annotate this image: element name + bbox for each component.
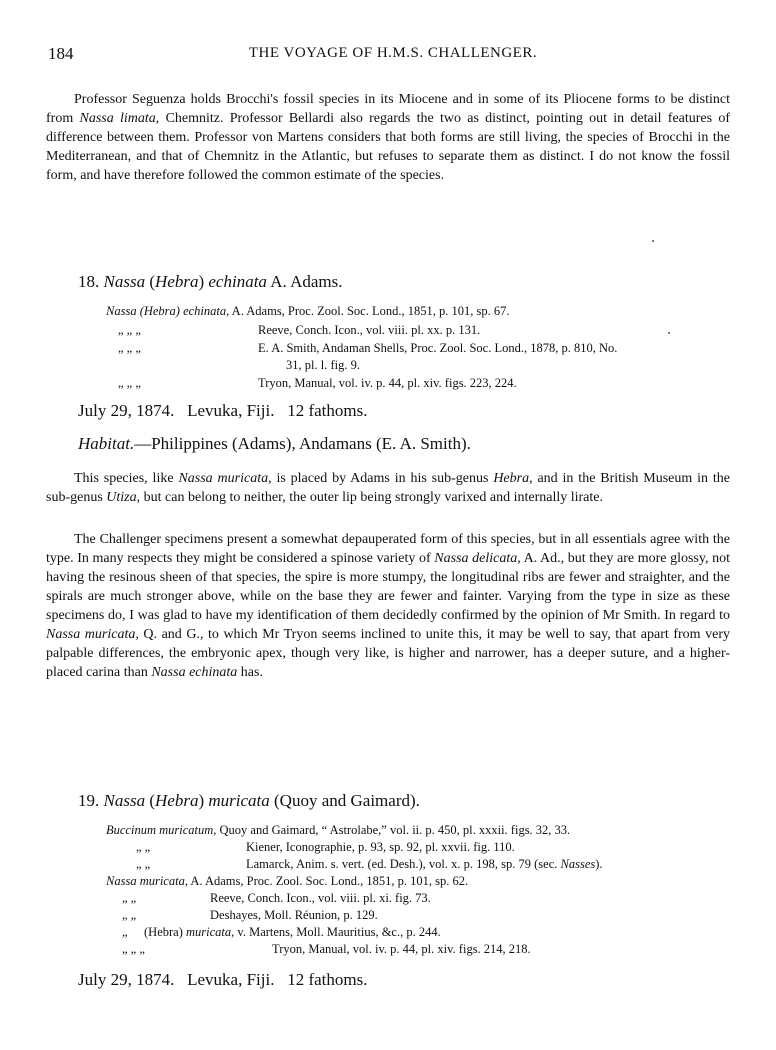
species-name: echinata: [208, 272, 267, 291]
text: The Challenger specimens present a somewhat depauperated form of this species, but in all essentials agree with the type. In many respects they might be considered a spinose variety of: [46, 532, 730, 566]
reference-line: [106, 303, 509, 320]
page-header: [48, 44, 738, 68]
station-record: July 29, 1874. Levuka, Fiji. 12 fathoms.: [78, 401, 368, 420]
intro-text-2: , Chemnitz. Professor Bellardi also regards the two as distinct, pointing out in detail features of difference between them. Professor von Martens considers that both forms are still living, the species of Brocchi in the Mediterranean, and that of Chemnitz in the Atlantic, but refuses to separate them as distinct. I do not know the fossil form, and have therefore followed the common estimate of the species.: [46, 111, 731, 183]
italic-taxon: Nassa delicata: [434, 551, 518, 566]
species-number: 19.: [78, 791, 100, 810]
ref-text: Tryon, Manual, vol. iv. p. 44, pl. xiv. figs. 223, 224.: [258, 376, 517, 390]
reference-line: [118, 375, 517, 392]
ref-text: , Quoy and Gaimard, “ Astrolabe,” vol. ii. p. 450, pl. xxxii. figs. 32, 33.: [213, 823, 571, 837]
italic-taxon: Nassa echinata: [151, 665, 238, 680]
ref-italic: muricata: [186, 925, 232, 939]
species-19-heading: 19. Nassa (Hebra) muricata (Quoy and Gaimard).: [78, 791, 420, 810]
ref-text: Kiener, Iconographie, p. 93, sp. 92, pl. xxvii. fig. 110.: [246, 840, 515, 854]
reference-line: [122, 941, 531, 958]
reference-line: [136, 856, 603, 873]
text: , and in the British Museum in the sub-genus: [46, 471, 730, 505]
running-title: THE VOYAGE OF H.M.S. CHALLENGER.: [248, 45, 538, 61]
ditto-marks: „ „: [136, 840, 151, 854]
ditto-marks: „ „: [136, 857, 151, 871]
ref-text: Deshayes, Moll. Réunion, p. 129.: [210, 908, 378, 922]
ref-text: E. A. Smith, Andaman Shells, Proc. Zool. Soc. Lond., 1878, p. 810, No.: [258, 341, 618, 355]
ref-text: , v. Martens, Moll. Mauritius, &c., p. 244.: [231, 925, 441, 939]
text: , A. Ad., but they are more glossy, not having the resinous sheen of that species, the spire is more stumpy, the longitudinal ribs are fewer and straighter, and the spirals are much stronger above, while on the base they are fewer and fainter. Varying from the type in size as these specimens do, I was glad to have my identification of them decidedly confirmed by the opinion of Mr Smith. In regard to: [46, 551, 730, 623]
text: , Q. and G., to which Mr Tryon seems inclined to unite this, it may be well to say, that apart from very palpable differences, the embryonic apex, though very like, is higher and narrower, has a deeper suture, and a higher-placed carina than: [46, 627, 730, 680]
species-number: 18.: [78, 272, 100, 291]
species-name: muricata: [208, 791, 270, 810]
page-number: 184: [48, 44, 74, 63]
text: , but can belong to neither, the outer lip being strongly varixed and internally lirate.: [136, 490, 603, 505]
species-18-paragraph-2: [46, 530, 730, 682]
habitat-line: [78, 434, 471, 454]
ref-taxon: Nassa muricata: [106, 874, 185, 888]
reference-line: [122, 907, 378, 924]
ref-text: , A. Adams, Proc. Zool. Soc. Lond., 1851, p. 101, sp. 67.: [226, 304, 510, 318]
ditto-marks: „ „ „: [118, 341, 141, 355]
ref-text: Reeve, Conch. Icon., vol. viii. pl. xi. fig. 73.: [210, 891, 431, 905]
reference-line: [136, 839, 515, 856]
subgenus-name: Hebra: [155, 272, 199, 291]
ref-text: ).: [595, 857, 603, 871]
ref-taxon: Buccinum muricatum: [106, 823, 214, 837]
ditto-marks: „ „ „: [118, 376, 141, 390]
genus-name: Nassa: [103, 791, 146, 810]
intro-italic: Nassa limata: [79, 111, 156, 126]
habitat-label: Habitat.: [78, 434, 135, 453]
intro-text-1: Professor Seguenza holds Brocchi's fossil species in its Miocene and in some of its Pliocene forms to be distinct from: [46, 92, 730, 126]
italic-taxon: Hebra: [493, 471, 530, 486]
species-18-paragraph-1: [46, 469, 730, 507]
print-speck: [668, 332, 670, 334]
text: , is placed by Adams in his sub-genus: [268, 471, 489, 486]
ditto-marks: „ „ „: [122, 942, 145, 956]
subgenus-name: Hebra: [155, 791, 199, 810]
genus-name: Nassa: [103, 272, 146, 291]
intro-paragraph: [46, 90, 730, 185]
italic-taxon: Nassa muricata: [46, 627, 136, 642]
reference-line: [122, 924, 441, 941]
reference-line: [122, 890, 431, 907]
ref-taxon: Nassa (Hebra) echinata: [106, 304, 227, 318]
text: This species, like: [74, 471, 174, 486]
reference-line: [118, 340, 730, 357]
italic-taxon: Utiza: [106, 490, 137, 505]
reference-line: [106, 822, 570, 839]
ref-text: Lamarck, Anim. s. vert. (ed. Desh.), vol. x. p. 198, sp. 79 (sec.: [246, 857, 561, 871]
species-author: A. Adams.: [270, 272, 343, 291]
text: has.: [237, 665, 263, 680]
ref-text: , A. Adams, Proc. Zool. Soc. Lond., 1851, p. 101, sp. 62.: [184, 874, 469, 888]
ref-text: (Hebra): [144, 925, 186, 939]
reference-line: [118, 322, 480, 339]
ref-text: Tryon, Manual, vol. iv. p. 44, pl. xiv. figs. 214, 218.: [272, 942, 531, 956]
species-18-heading: 18. Nassa (Hebra) echinata A. Adams.: [78, 272, 343, 291]
species-author: (Quoy and Gaimard).: [274, 791, 420, 810]
ref-text: Reeve, Conch. Icon., vol. viii. pl. xx. p. 131.: [258, 323, 481, 337]
italic-taxon: Nassa muricata: [178, 471, 269, 486]
ditto-marks: „: [122, 925, 128, 939]
ditto-marks: „ „: [122, 891, 137, 905]
reference-line: [106, 873, 468, 890]
reference-line-cont: 31, pl. l. fig. 9.: [286, 358, 360, 372]
print-speck: [652, 240, 654, 242]
ref-italic: Nasses: [560, 857, 596, 871]
ditto-marks: „ „ „: [118, 323, 141, 337]
habitat-text: —Philippines (Adams), Andamans (E. A. Smith).: [134, 434, 471, 453]
ditto-marks: „ „: [122, 908, 137, 922]
station-record: July 29, 1874. Levuka, Fiji. 12 fathoms.: [78, 970, 368, 989]
